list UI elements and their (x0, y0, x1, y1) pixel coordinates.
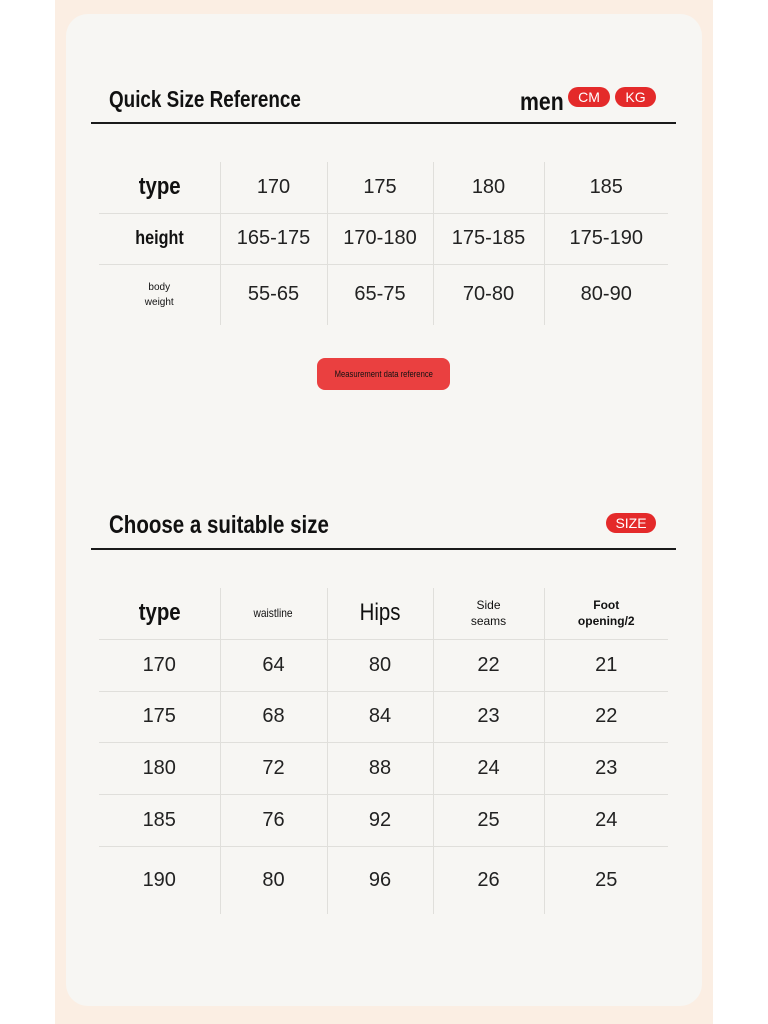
table-cell: 68 (220, 691, 327, 742)
type-header: type (138, 599, 181, 627)
table-cell: 76 (220, 794, 327, 846)
quick-reference-title: Quick Size Reference (109, 86, 301, 112)
table-cell: 185 (99, 794, 220, 846)
table-row (99, 213, 668, 264)
table-cell: 170 (99, 639, 220, 691)
table-cell: 23 (544, 742, 668, 794)
size-chart-table (99, 588, 668, 914)
table-cell: 65-75 (327, 264, 433, 325)
table-cell: 26 (433, 846, 544, 914)
table-cell: 175-185 (433, 213, 544, 264)
table-cell: 165-175 (220, 213, 327, 264)
measurement-reference-button[interactable]: Measurement data reference (317, 358, 450, 390)
table-cell: 23 (433, 691, 544, 742)
table-cell: 175 (99, 691, 220, 742)
table-cell: 84 (327, 691, 433, 742)
choose-size-title: Choose a suitable size (109, 511, 329, 539)
table-cell: 64 (220, 639, 327, 691)
table-cell: 24 (433, 742, 544, 794)
table-cell: 175-190 (544, 213, 668, 264)
table-cell: 80 (220, 846, 327, 914)
table-header-row (99, 588, 668, 639)
body-weight-header: body weight (99, 264, 220, 325)
table-row (99, 162, 668, 213)
table-cell: 21 (544, 639, 668, 691)
section-divider (91, 122, 676, 124)
table-cell: 170 (220, 162, 327, 213)
table-cell: 170-180 (327, 213, 433, 264)
type-header: type (138, 173, 181, 201)
table-cell: 70-80 (433, 264, 544, 325)
table-cell: 80-90 (544, 264, 668, 325)
table-cell: 185 (544, 162, 668, 213)
table-cell: 22 (433, 639, 544, 691)
side-seams-header: Side seams (433, 588, 544, 639)
table-row (99, 846, 668, 914)
table-row (99, 639, 668, 691)
section-divider (91, 548, 676, 550)
table-row (99, 264, 668, 325)
table-cell: 88 (327, 742, 433, 794)
size-badge: SIZE (606, 513, 656, 533)
table-cell: 92 (327, 794, 433, 846)
hips-header: Hips (327, 588, 433, 639)
gender-label: men (520, 88, 564, 116)
waistline-header: waistline (220, 588, 327, 639)
foot-opening-header: Foot opening/2 (544, 588, 668, 639)
height-header: height (99, 213, 220, 264)
table-cell: 175 (327, 162, 433, 213)
unit-kg-badge: KG (615, 87, 656, 107)
table-row (99, 742, 668, 794)
table-cell: 55-65 (220, 264, 327, 325)
table-cell: 72 (220, 742, 327, 794)
table-cell: 80 (327, 639, 433, 691)
quick-size-table (99, 162, 668, 325)
table-cell: 25 (433, 794, 544, 846)
table-cell: 180 (433, 162, 544, 213)
table-cell: 180 (99, 742, 220, 794)
table-cell: 24 (544, 794, 668, 846)
unit-cm-badge: CM (568, 87, 610, 107)
table-row (99, 691, 668, 742)
table-cell: 190 (99, 846, 220, 914)
table-row (99, 794, 668, 846)
table-cell: 22 (544, 691, 668, 742)
table-cell: 96 (327, 846, 433, 914)
table-cell: 25 (544, 846, 668, 914)
